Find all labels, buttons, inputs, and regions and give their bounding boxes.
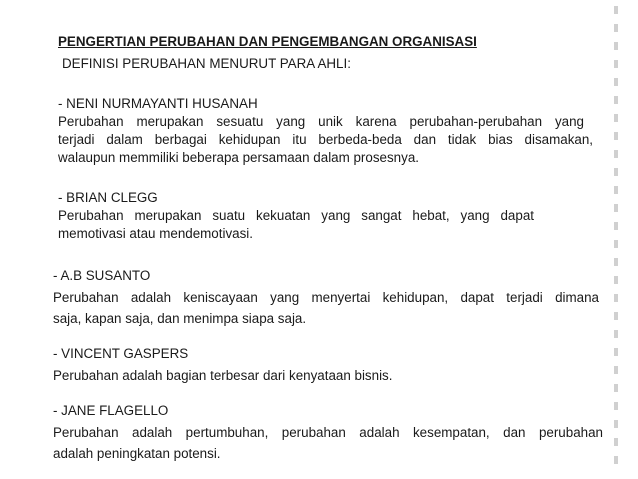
section-line: Perubahan adalah keniscayaan yang menyertai kehidupan, dapat terjadi dimana — [53, 290, 599, 305]
section-line: memotivasi atau mendemotivasi. — [58, 226, 253, 241]
edge-mark — [614, 96, 618, 104]
edge-mark — [614, 132, 618, 140]
section-line: Perubahan merupakan sesuatu yang unik karena perubahan-perubahan yang — [58, 114, 584, 129]
edge-mark — [614, 204, 618, 212]
edge-mark — [614, 186, 618, 194]
edge-mark — [614, 312, 618, 320]
section-line: adalah peningkatan potensi. — [53, 446, 221, 461]
edge-mark — [614, 78, 618, 86]
section-name-susanto: - A.B SUSANTO — [53, 268, 151, 283]
edge-mark — [614, 402, 618, 410]
right-edge-decoration — [608, 0, 638, 479]
edge-mark — [614, 294, 618, 302]
section-line: terjadi dalam berbagai kehidupan itu berbeda-beda dan tidak bias disamakan, — [58, 132, 593, 147]
section-name-vincent: - VINCENT GASPERS — [53, 346, 189, 361]
edge-mark — [614, 150, 618, 158]
section-line: Perubahan adalah pertumbuhan, perubahan adalah kesempatan, dan perubahan — [53, 425, 603, 440]
edge-mark — [614, 420, 618, 428]
edge-mark — [614, 384, 618, 392]
section-name-brian: - BRIAN CLEGG — [58, 190, 158, 205]
edge-mark — [614, 330, 618, 338]
edge-mark — [614, 60, 618, 68]
edge-mark — [614, 42, 618, 50]
edge-mark — [614, 114, 618, 122]
edge-mark — [614, 276, 618, 284]
section-name-neni: - NENI NURMAYANTI HUSANAH — [58, 96, 258, 111]
document-title: PENGERTIAN PERUBAHAN DAN PENGEMBANGAN ORGANISASI — [58, 34, 477, 49]
edge-mark — [614, 456, 618, 464]
edge-mark — [614, 222, 618, 230]
section-line: Perubahan adalah bagian terbesar dari kenyataan bisnis. — [53, 368, 393, 383]
section-line: Perubahan merupakan suatu kekuatan yang sangat hebat, yang dapat — [58, 208, 534, 223]
section-line: saja, kapan saja, dan menimpa siapa saja. — [53, 311, 307, 326]
section-name-jane: - JANE FLAGELLO — [53, 403, 169, 418]
document-subtitle: DEFINISI PERUBAHAN MENURUT PARA AHLI: — [62, 56, 351, 71]
edge-mark — [614, 366, 618, 374]
edge-mark — [614, 24, 618, 32]
edge-mark — [614, 348, 618, 356]
edge-mark — [614, 6, 618, 14]
section-line: walaupun memmiliki beberapa persamaan dalam prosesnya. — [58, 150, 419, 165]
edge-mark — [614, 168, 618, 176]
edge-mark — [614, 240, 618, 248]
edge-mark — [614, 258, 618, 266]
edge-mark — [614, 438, 618, 446]
